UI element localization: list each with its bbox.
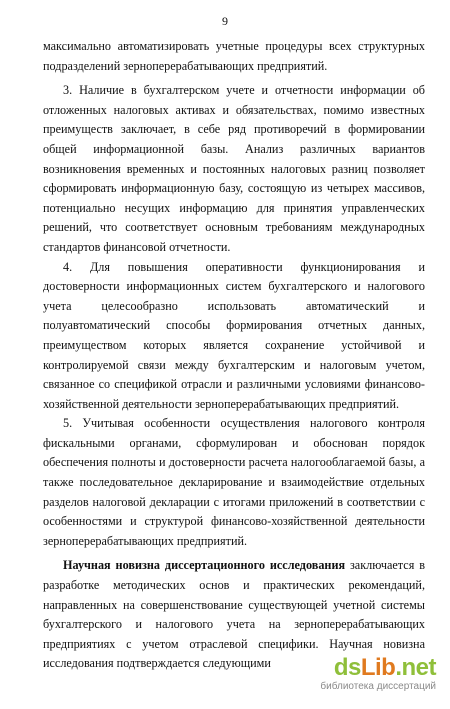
novelty-text: заключается в разработке методических основ и практических рекомендаций, направленных на совершенствование существующей учетной системы бухгалтерского и налогового учета на зерноперерабатывающих предприятиях с учетом отраслевой специфики. Научная новизна исследования подтверждается следующими [43,558,425,671]
watermark-caption: библиотека диссертаций [320,681,436,692]
paragraph-item-3: 3. Наличие в бухгалтерском учете и отчетности информации об отложенных налоговых активах и обязательствах, помимо известных преимуществ заключает, в себе ряд противоречий в формировании общей информационной базы. Анализ различных вариантов возникновения временных и постоянных налоговых разниц позволяет сформировать информационную базу, состоящую из четырех массивов, потенциально несущих информацию для принятия управленческих решений, что соответствует основным требованиям международных стандартов финансовой отчетности. [43,83,425,254]
paragraph-continuation: максимально автоматизировать учетные процедуры всех структурных подразделений зерноперерабатывающих предприятий. [43,39,425,73]
logo-ds: ds [333,654,361,681]
dslib-watermark [320,654,436,695]
logo-net: net [401,654,436,681]
logo-lib: Lib [360,654,396,681]
novelty-heading: Научная новизна диссертационного исследования [63,558,346,573]
dslib-logo [334,655,436,681]
logo-dot: . [395,654,402,681]
paragraph-item-4: 4. Для повышения оперативности функционирования и достоверности информационных систем бухгалтерского и налогового учета целесообразно использовать автоматический и полуавтоматический способы формирования отчетных данных, преимуществом которых является сохранение устойчивой и контролируемой связи между бухгалтерским и налоговым учетом, связанное со спецификой отрасли и различными условиями финансово-хозяйственной деятельности зерноперерабатывающих предприятий. [43,259,425,411]
paragraph-item-5: 5. Учитывая особенности осуществления налогового контроля фискальными органами, сформулирован и обоснован порядок обеспечения полноты и достоверности расчета налогооблагаемой базы, а также последовательное декларирование и взаимодействие отдельных разделов налоговой декларации с итогами приложений в соответствии с особенностями и структурой финансово-хозяйственной деятельности зерноперерабатывающих предприятий. [43,416,425,548]
document-body [43,37,425,674]
page-number: 9 [222,14,228,28]
